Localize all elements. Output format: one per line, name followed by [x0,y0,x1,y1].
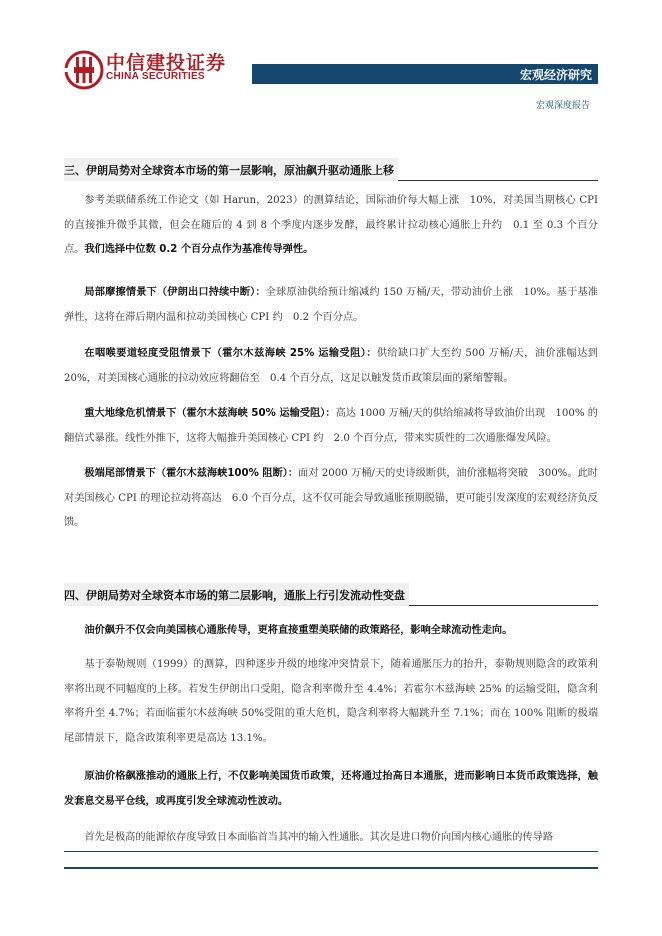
section-4-title: 四、伊朗局势对全球资本市场的第二层影响，通胀上行引发流动性变盘 [64,583,409,606]
footer-rule-thin [64,851,598,852]
brand-name-cn: 中信建投证券 [106,52,227,74]
footer-rule-thick [64,867,598,869]
section-4-paragraph-2: 基于泰勒规则（1999）的测算，四种逐步升级的地缘冲突情景下，随着通胀压力的抬升，泰勒规则隐含的政策利率将出现不同幅度的上移。若发生伊朗出口受阻，隐含利率微升至 4.4%；若霍尔木兹海峡 25% 的运输受阻，隐含利率将升至 4.7%；若面临霍尔木兹海峡 50%受阻的重大危机，隐含利率将大幅跳升至 7.1%；而在 100% 阻断的极端尾部情景下，隐含政策利率更是高达 13.1%。 [64,659,598,744]
section-title: 宏观经济研究 [519,68,592,82]
section-4-paragraph-1: 油价飙升不仅会向美国核心通胀传导，更将直接重塑美联储的政策路径，影响全球流动性走向。 [84,625,513,636]
header-bar [252,64,598,84]
section-3-paragraph-2: 局部摩擦情景下（伊朗出口持续中断）：全球原油供给预计缩减约 150 万桶/天，带动油价上涨 10%。基于基准弹性，这将在滞后期内温和拉动美国核心 CPI 约 0.2 个百分点。 [64,287,598,323]
brand-name-en: CHINA SECURITIES [106,71,205,82]
section-4-paragraph-4: 首先是极高的能源依存度导致日本面临首当其冲的输入性通胀。其次是进口物价向国内核心通胀的传导路 [84,832,554,843]
report-type: 宏观深度报告 [535,101,590,111]
section-3-paragraph-1: 参考美联储系统工作论文（如 Harun，2023）的测算结论，国际油价每大幅上涨 10%，对美国当期核心 CPI 的直接推升微乎其微，但会在随后的 4 到 8 个季度内逐步发酵，最终累计拉动核心通胀上升约 0.1 至 0.3 个百分点。我们选择中位数 0.2 个百分点作为基准传导弹性。 [64,195,598,255]
china-securities-logo-icon [64,50,104,90]
section-3-paragraph-5: 极端尾部情景下（霍尔木兹海峡100% 阻断）：面对 2000 万桶/天的史诗级断供，油价涨幅将突破 300%。此时对美国核心 CPI 的理论拉动将高达 6.0 个百分点，这不仅可能会导致通胀预期脱锚，更可能引发深度的宏观经济负反馈。 [64,468,598,528]
page-header [0,0,662,120]
section-3-paragraph-3: 在咽喉要道轻度受阻情景下（霍尔木兹海峡 25% 运输受阻）：供给缺口扩大至约 500 万桶/天，油价涨幅达到 20%，对美国核心通胀的拉动效应将翻倍至 0.4 个百分点，这足以触发货币政策层面的紧缩警報。 [64,348,609,384]
section-4-paragraph-3: 原油价格飙涨推动的通胀上行，不仅影响美国货币政策，还将通过抬高日本通胀，进而影响日本货币政策选择，触发套息交易平仓线，或再度引发全球流动性波动。 [64,771,598,807]
section-4-heading [64,583,598,606]
section-3-title: 三、伊朗局势对全球资本市场的第一层影响，原油飙升驱动通胀上移 [64,158,398,181]
section-3-paragraph-4: 重大地缘危机情景下（霍尔木兹海峡 50% 运输受阻）：高达 1000 万桶/天的供给缩减将导致油价出现 100% 的翻倍式暴涨。线性外推下，这将大幅推升美国核心 CPI 约 2.0 个百分点，带来实质性的二次通胀爆发风险。 [64,408,598,444]
section-3-heading [64,158,598,181]
